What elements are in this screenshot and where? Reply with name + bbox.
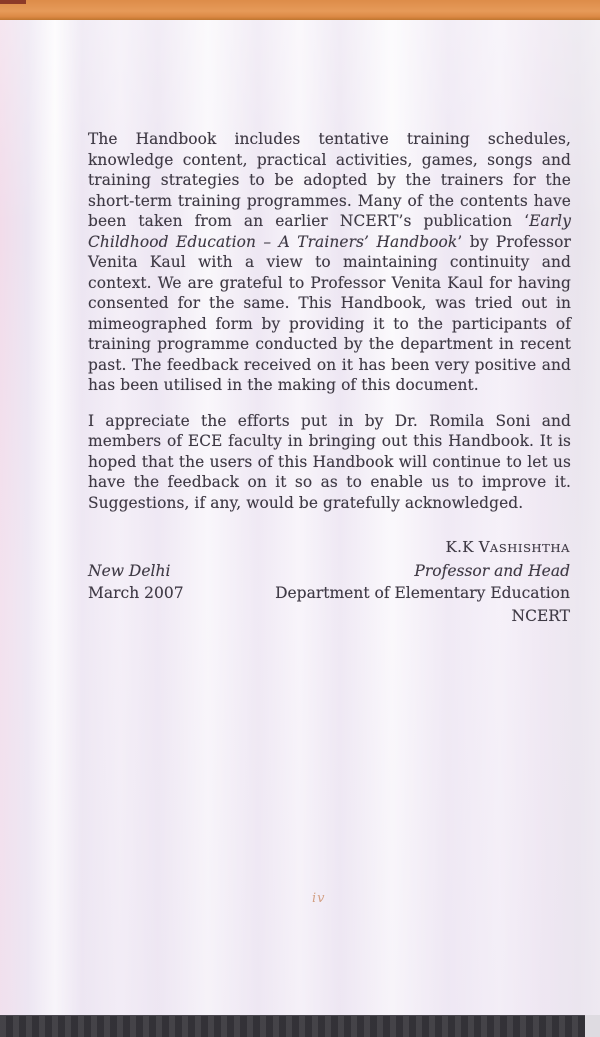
paragraph-1-text: The Handbook includes tentative training schedules, knowledge content, practical activities, games, songs and training strategies to be adopted by the trainers for the short-term training programmes. Many of the contents have been taken from an earlier NCERT’s publication ‘	[88, 130, 571, 230]
signature-block	[88, 536, 570, 627]
signature-organization: NCERT	[511, 606, 570, 625]
signature-organization-row	[88, 605, 570, 628]
top-orange-band	[0, 0, 600, 20]
paragraph-2: I appreciate the efforts put in by Dr. Romila Soni and members of ECE faculty in bringing out this Handbook. It is hoped that the users of this Handbook will continue to let us have the feedback on it so as to enable us to improve it. Suggestions, if any, would be gratefully acknowledged.	[88, 411, 571, 512]
signature-name	[446, 536, 570, 560]
bottom-band-gap	[585, 1015, 600, 1037]
page-number: iv	[312, 891, 326, 906]
signature-name-smallcaps: ASHISHTHA	[489, 541, 570, 555]
signature-place-title-row	[88, 560, 570, 583]
signature-department: Department of Elementary Education	[275, 584, 570, 602]
page-body	[88, 129, 571, 513]
signature-place: New Delhi	[88, 561, 171, 580]
bottom-dark-band	[0, 1015, 585, 1037]
signature-date-department-row	[88, 582, 570, 605]
signature-name-prefix: K.K V	[445, 538, 490, 556]
top-corner-accent	[0, 0, 26, 4]
signature-date: March 2007	[88, 584, 184, 602]
signature-name-row	[88, 536, 570, 560]
signature-title: Professor and Head	[414, 561, 570, 580]
paragraph-1	[88, 129, 571, 396]
paragraph-1-text-continued: ’ by Professor Venita Kaul with a view to maintaining continuity and context. We are grateful to Professor Venita Kaul for having consented for the same. This Handbook, was tried out in mimeographed form by providing it to the participants of training programme conducted by the department in recent past. The feedback received on it has been very positive and has been utilised in the making of this document.	[88, 232, 572, 394]
paragraph-1-book-title: Early Childhood Education – A Trainers’ Handbook	[88, 212, 571, 251]
